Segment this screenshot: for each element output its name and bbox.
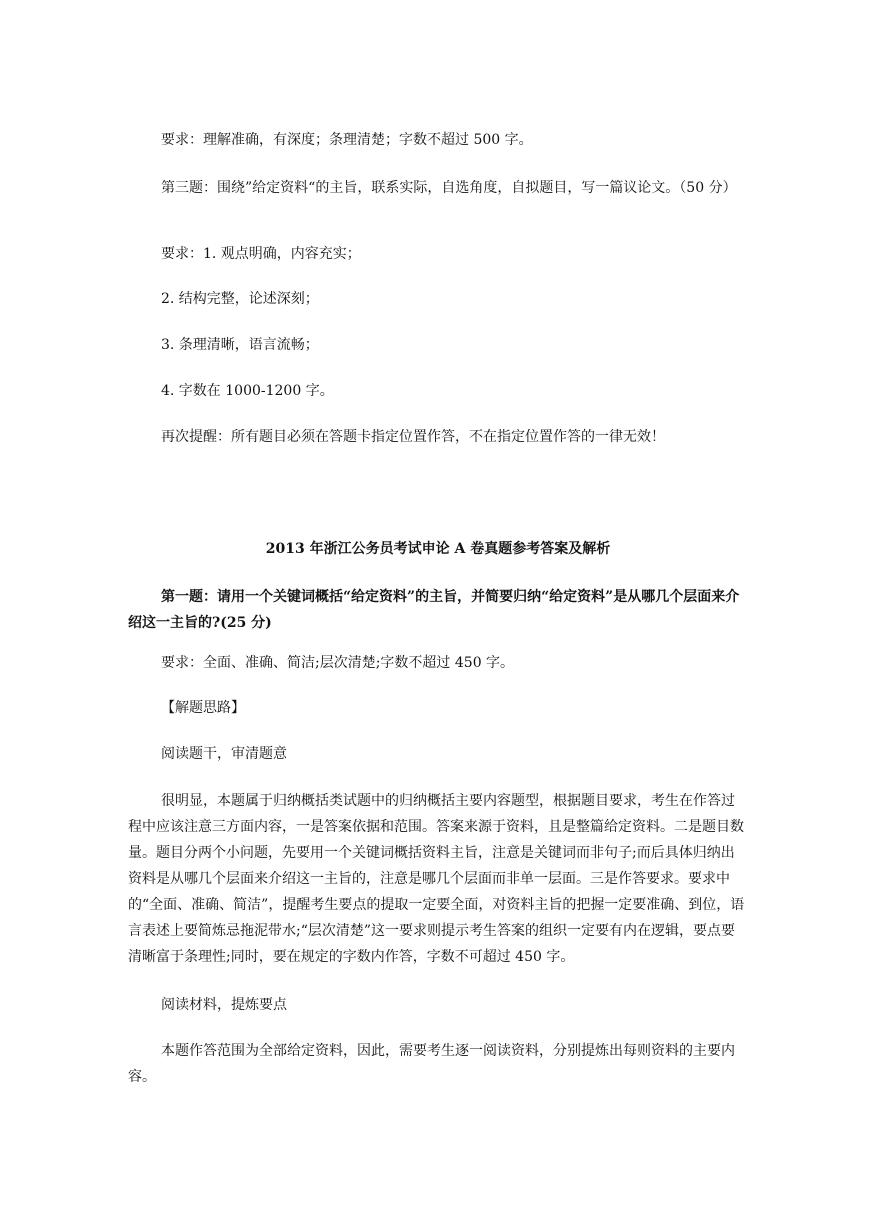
paragraph-reminder: 再次提醒：所有题目必须在答题卡指定位置作答，不在指定位置作答的一律无效！ xyxy=(161,429,665,445)
step-heading-read-question: 阅读题干，审清题意 xyxy=(161,746,287,762)
paragraph-question-3: 第三题：围绕”给定资料“的主旨，联系实际，自选角度，自拟题目，写一篇议论文。（50 分） xyxy=(161,180,737,196)
step-heading-read-materials: 阅读材料，提炼要点 xyxy=(161,997,287,1013)
solution-approach-heading: 【解题思路】 xyxy=(161,700,245,716)
paragraph-requirement-q2: 要求：理解准确，有深度；条理清楚；字数不超过 500 字。 xyxy=(161,132,533,148)
section-title: 2013 年浙江公务员考试申论 A 卷真题参考答案及解析 xyxy=(265,541,611,557)
paragraph-scope: 本题作答范围为全部给定资料，因此，需要考生逐一阅读资料，分别提炼出每则资料的主要内容。 xyxy=(128,1043,735,1085)
paragraph-analysis: 很明显，本题属于归纳概括类试题中的归纳概括主要内容题型，根据题目要求，考生在作答过程中应该注意三方面内容，一是答案依据和范围。答案来源于资料，且是整篇给定资料。二是题目数量。题目分两个小问题，先要用一个关键词概括资料主旨，注意是关键词而非句子;而后具体归纳出资料是从哪几个层面来介绍这一主旨的，注意是哪几个层面而非单一层面。三是作答要求。要求中的“全面、准确、简洁”，提醒考生要点的提取一定要全面，对资料主旨的把握一定要准确、到位，语言表述上要简炼忌拖泥带水;“层次清楚”这一要求则提示考生答案的组织一定要有内在逻辑，要点要清晰富于条理性;同时，要在规定的字数内作答，字数不可超过 450 字。 xyxy=(128,793,745,965)
paragraph-requirement-1: 要求：1. 观点明确，内容充实； xyxy=(161,246,361,262)
paragraph-requirement-2: 2. 结构完整，论述深刻； xyxy=(161,291,319,307)
paragraph-requirement-4: 4. 字数在 1000-1200 字。 xyxy=(161,383,334,399)
paragraph-requirement-q1: 要求：全面、准确、简洁;层次清楚;字数不超过 450 字。 xyxy=(161,655,515,671)
paragraph-requirement-3: 3. 条理清晰，语言流畅； xyxy=(161,337,319,353)
question-1-heading: 第一题：请用一个关键词概括“给定资料”的主旨，并简要归纳“给定资料”是从哪几个层面来介绍这一主旨的?(25 分) xyxy=(128,589,740,631)
